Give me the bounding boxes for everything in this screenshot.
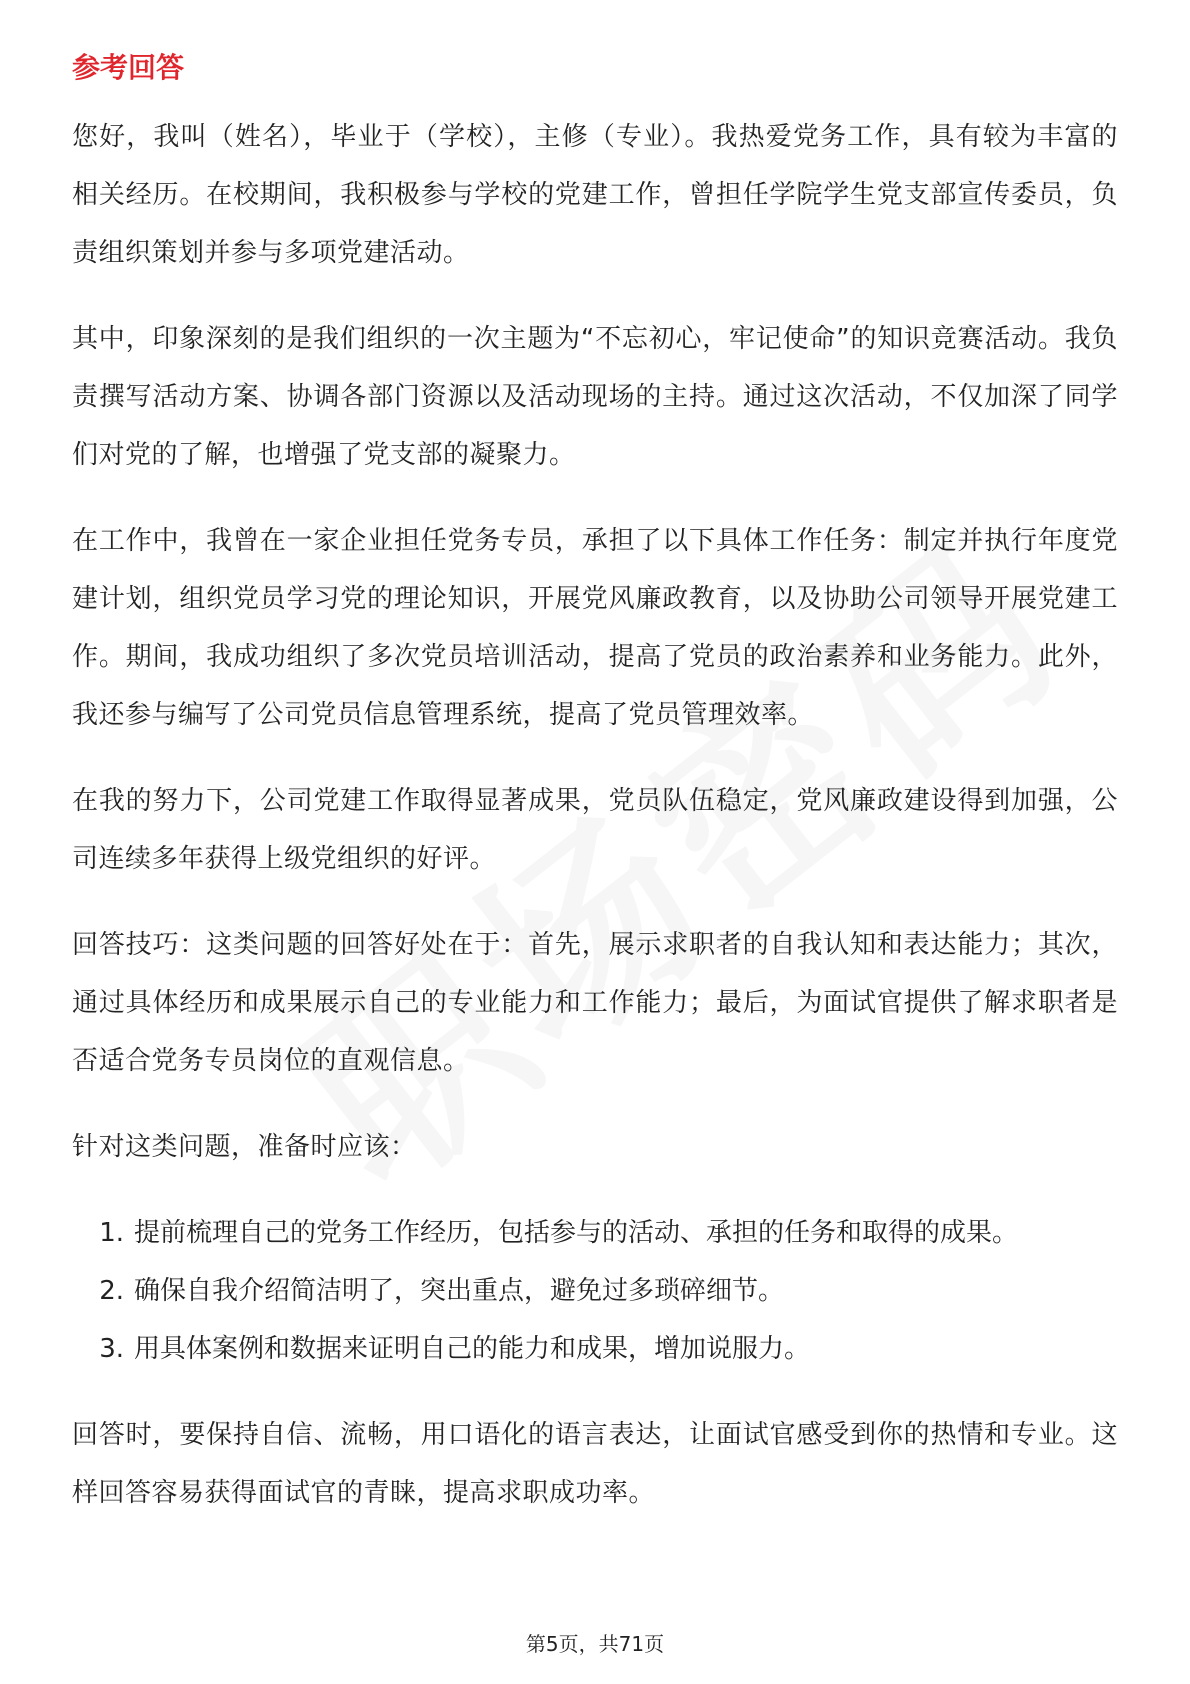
list-item bbox=[72, 1320, 1118, 1378]
list-item-text: 提前梳理自己的党务工作经历，包括参与的活动、承担的任务和取得的成果。 bbox=[134, 1218, 1019, 1248]
list-item-text: 用具体案例和数据来证明自己的能力和成果，增加说服力。 bbox=[134, 1334, 811, 1364]
paragraph-prep-intro: 针对这类问题，准备时应该： bbox=[72, 1132, 417, 1162]
page-footer: 第5页，共71页 bbox=[525, 1632, 665, 1656]
prep-list bbox=[72, 1204, 1118, 1378]
paragraph-activity: 其中，印象深刻的是我们组织的一次主题为“不忘初心，牢记使命”的知识竞赛活动。我负责撰写活动方案、协调各部门资源以及活动现场的主持。通过这次活动，不仅加深了同学们对党的了解，也增强了党支部的凝聚力。 bbox=[72, 324, 1118, 470]
paragraph-results: 在我的努力下，公司党建工作取得显著成果，党员队伍稳定，党风廉政建设得到加强，公司连续多年获得上级党组织的好评。 bbox=[72, 786, 1118, 874]
section-title: 参考回答 bbox=[72, 51, 185, 84]
paragraph-tips: 回答技巧：这类问题的回答好处在于：首先，展示求职者的自我认知和表达能力；其次，通过具体经历和成果展示自己的专业能力和工作能力；最后，为面试官提供了解求职者是否适合党务专员岗位的直观信息。 bbox=[72, 930, 1118, 1076]
list-item bbox=[72, 1262, 1118, 1320]
list-item-number: 1. bbox=[99, 1218, 124, 1248]
document-page bbox=[72, 48, 1118, 1550]
paragraph-work: 在工作中，我曾在一家企业担任党务专员，承担了以下具体工作任务：制定并执行年度党建计划，组织党员学习党的理论知识，开展党风廉政教育，以及协助公司领导开展党建工作。期间，我成功组织了多次党员培训活动，提高了党员的政治素养和业务能力。此外，我还参与编写了公司党员信息管理系统，提高了党员管理效率。 bbox=[72, 526, 1118, 730]
paragraph-intro: 您好，我叫（姓名），毕业于（学校），主修（专业）。我热爱党务工作，具有较为丰富的相关经历。在校期间，我积极参与学校的党建工作，曾担任学院学生党支部宣传委员，负责组织策划并参与多项党建活动。 bbox=[72, 122, 1118, 268]
list-item-number: 3. bbox=[99, 1334, 124, 1364]
list-item-text: 确保自我介绍简洁明了，突出重点，避免过多琐碎细节。 bbox=[134, 1276, 785, 1306]
list-item bbox=[72, 1204, 1118, 1262]
paragraph-closing: 回答时，要保持自信、流畅，用口语化的语言表达，让面试官感受到你的热情和专业。这样回答容易获得面试官的青睐，提高求职成功率。 bbox=[72, 1420, 1118, 1508]
list-item-number: 2. bbox=[99, 1276, 124, 1306]
